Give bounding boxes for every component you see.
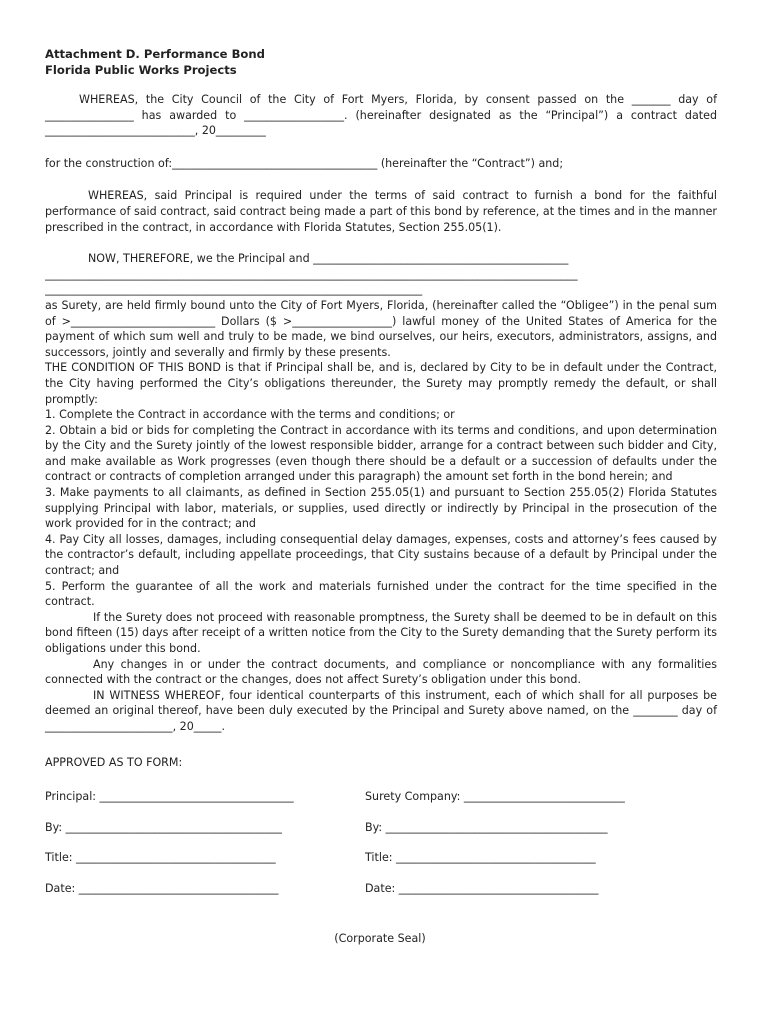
whereas-award-paragraph: WHEREAS, the City Council of the City of Fort Myers, Florida, by consent passed on the _______ day of ________________ has awarded to __________________. (hereinafter designated as the “Principal”) a contract dated ___________________________, 20_________ — [45, 93, 717, 138]
approved-as-to-form: APPROVED AS TO FORM: — [45, 755, 183, 769]
condition-item-3: 3. Make payments to all claimants, as defined in Section 255.05(1) and pursuant to Section 255.05(2) Florida Statutes supplying Principal with labor, materials, or supplies, used directly or indirectly by Principal in the prosecution of the work provided for in the contract; and — [45, 486, 717, 531]
whereas-bond-paragraph: WHEREAS, said Principal is required under the terms of said contract to furnish a bond for the faithful performance of said contract, said contract being made a part of this bond by reference, at the times and in the manner prescribed in the contract, in accordance with Florida Statutes, Section 255.05(1). — [45, 189, 717, 234]
surety-date-line: Date: ____________________________________ — [365, 881, 599, 895]
principal-signature-line: Principal: ___________________________________ — [45, 790, 294, 804]
principal-by-line: By: _______________________________________ — [45, 820, 282, 834]
witness-paragraph: IN WITNESS WHEREOF, four identical counterparts of this instrument, each of which shall for all purposes be deemed an original thereof, have been duly executed by the Principal and Surety above named, on the ________ day of _______________________, 20_____. — [45, 688, 717, 733]
blank-line: ________________________________________________________________________________________________ — [45, 267, 578, 281]
principal-title-line: Title: ____________________________________ — [45, 851, 276, 865]
condition-item-1: 1. Complete the Contract in accordance with the terms and conditions; or — [45, 408, 455, 422]
now-therefore-line: NOW, THEREFORE, we the Principal and ______________________________________________ — [88, 252, 569, 266]
signature-row-principal — [45, 789, 717, 805]
blank-line: ____________________________________________________________________ — [45, 283, 423, 297]
condition-paragraph: THE CONDITION OF THIS BOND is that if Principal shall be, and is, declared by City to be in default under the Contract, the City having performed the City’s obligations thereunder, the Surety may promptly remedy the default, or shall promptly: — [45, 361, 717, 406]
condition-item-5: 5. Perform the guarantee of all the work and materials furnished under the contract for the time specified in the contract. — [45, 579, 717, 609]
signature-row-date — [45, 881, 717, 897]
document-subtitle: Florida Public Works Projects — [45, 63, 237, 77]
signature-row-title — [45, 850, 717, 866]
document-title: Attachment D. Performance Bond — [45, 47, 265, 61]
surety-company-signature-line: Surety Company: _____________________________ — [365, 790, 625, 804]
bond-document — [45, 46, 717, 946]
surety-paragraph: as Surety, are held firmly bound unto the City of Fort Myers, Florida, (hereinafter called the “Obligee”) in the penal sum of >__________________________ Dollars ($ >__________________) lawful money of the United States of America for the payment of which sum well and truly to be made, we bind ourselves, our heirs, executors, administrators, assigns, and successors, jointly and severally and firmly by these presents. — [45, 298, 717, 359]
condition-item-2: 2. Obtain a bid or bids for completing the Contract in accordance with its terms and conditions, and upon determination by the City and the Surety jointly of the lowest responsible bidder, arrange for a contract between such bidder and City, and make available as Work progresses (even though there should be a default or a succession of defaults under the contract or contracts of completion arranged under this paragraph) the amount set forth in the bond herein; and — [45, 423, 717, 484]
surety-by-line: By: ________________________________________ — [365, 820, 608, 834]
signature-row-by — [45, 820, 717, 836]
surety-title-line: Title: ____________________________________ — [365, 851, 596, 865]
condition-item-4: 4. Pay City all losses, damages, including consequential delay damages, expenses, costs and attorney’s fees caused by the contractor’s default, including appellate proceedings, that City sustains because of a default by Principal under the contract; and — [45, 532, 717, 578]
principal-date-line: Date: ____________________________________ — [45, 881, 279, 895]
corporate-seal-label: (Corporate Seal) — [334, 931, 426, 945]
construction-line: for the construction of:_____________________________________ (hereinafter the “Contract”) and; — [45, 156, 564, 170]
changes-paragraph: Any changes in or under the contract documents, and compliance or noncompliance with any formalities connected with the contract or the changes, does not affect Surety’s obligation under this bond. — [45, 657, 717, 687]
surety-default-paragraph: If the Surety does not proceed with reasonable promptness, the Surety shall be deemed to be in default on this bond fifteen (15) days after receipt of a written notice from the City to the Surety demanding that the Surety perform its obligations under this bond. — [45, 610, 717, 655]
